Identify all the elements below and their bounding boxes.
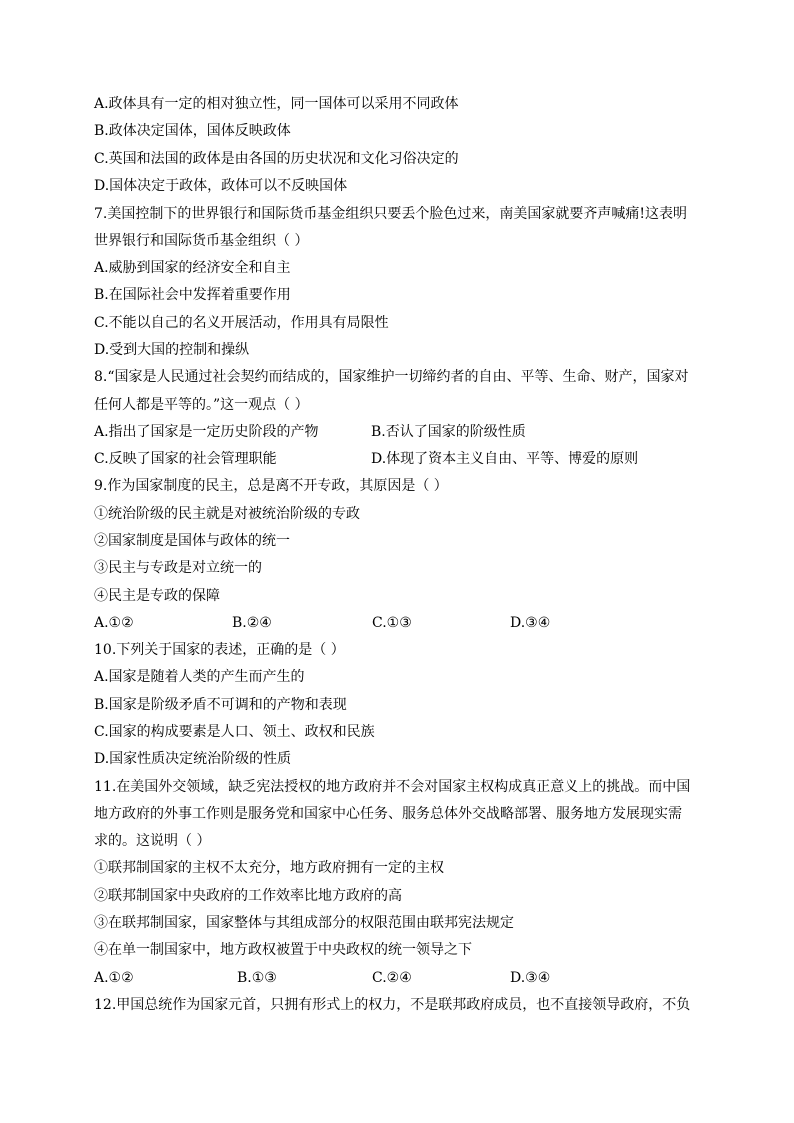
q11-statement-3: ③在联邦制国家，国家整体与其组成部分的权限范围由联邦宪法规定	[94, 915, 514, 931]
q8-option-d: D.体现了资本主义自由、平等、博爱的原则	[371, 451, 639, 467]
q9-options	[94, 614, 714, 632]
q8-options-row1	[94, 423, 714, 441]
q9-statement-2: ②国家制度是国体与政体的统一	[94, 533, 290, 549]
q7-option-b: B.在国际社会中发挥着重要作用	[94, 287, 291, 303]
q8-option-a: A.指出了国家是一定历史阶段的产物	[94, 424, 319, 440]
q6-option-c: C.英国和法国的政体是由各国的历史状况和文化习俗决定的	[94, 151, 459, 167]
q11-statement-2: ②联邦制国家中央政府的工作效率比地方政府的高	[94, 888, 402, 904]
q11-statement-1: ①联邦制国家的主权不太充分，地方政府拥有一定的主权	[94, 860, 444, 876]
q11-stem-line3: 求的。这说明（ ）	[94, 833, 211, 849]
q11-options	[94, 969, 714, 987]
q8-stem-line1: 8.“国家是人民通过社会契约而结成的，国家维护一切缔约者的自由、平等、生命、财产，国家对	[94, 369, 689, 385]
q6-option-d: D.国体决定于政体，政体可以不反映国体	[94, 178, 348, 194]
q8-option-b: B.否认了国家的阶级性质	[371, 424, 526, 440]
q11-option-d: D.③④	[510, 970, 551, 986]
q7-option-d: D.受到大国的控制和操纵	[94, 342, 250, 358]
q10-option-d: D.国家性质决定统治阶级的性质	[94, 751, 292, 767]
q9-option-c: C.①③	[372, 615, 412, 631]
q11-option-b: B.①③	[237, 970, 277, 986]
q6-option-a: A.政体具有一定的相对独立性，同一国体可以采用不同政体	[94, 96, 459, 112]
q10-stem: 10.下列关于国家的表述，正确的是（ ）	[94, 642, 345, 658]
q10-option-a: A.国家是随着人类的产生而产生的	[94, 669, 305, 685]
q10-option-b: B.国家是阶级矛盾不可调和的产物和表现	[94, 697, 347, 713]
q11-stem-line2: 地方政府的外事工作则是服务党和国家中心任务、服务总体外交战略部署、服务地方发展现实需	[94, 806, 682, 822]
q7-stem-line2: 世界银行和国际货币基金组织（ ）	[94, 233, 309, 249]
q11-option-a: A.①②	[94, 970, 134, 986]
q11-statement-4: ④在单一制国家中，地方政权被置于中央政权的统一领导之下	[94, 942, 472, 958]
q6-option-b: B.政体决定国体，国体反映政体	[94, 123, 291, 139]
q7-option-a: A.威胁到国家的经济安全和自主	[94, 260, 291, 276]
q9-option-b: B.②④	[232, 615, 272, 631]
q10-option-c: C.国家的构成要素是人口、领土、政权和民族	[94, 724, 375, 740]
q9-statement-1: ①统治阶级的民主就是对被统治阶级的专政	[94, 506, 360, 522]
q9-stem: 9.作为国家制度的民主，总是离不开专政，其原因是（ ）	[94, 478, 448, 494]
q7-stem-line1: 7.美国控制下的世界银行和国际货币基金组织只要丢个脸色过来，南美国家就要齐声喊痛!这表明	[94, 206, 687, 222]
q9-statement-3: ③民主与专政是对立统一的	[94, 560, 262, 576]
q12-stem-line1: 12.甲国总统作为国家元首，只拥有形式上的权力，不是联邦政府成员，也不直接领导政府，不负	[94, 997, 691, 1013]
q7-option-c: C.不能以自己的名义开展活动，作用具有局限性	[94, 315, 389, 331]
q11-option-c: C.②④	[372, 970, 412, 986]
q11-stem-line1: 11.在美国外交领域，缺乏宪法授权的地方政府并不会对国家主权构成真正意义上的挑战。而中国	[94, 779, 691, 795]
q8-stem-line2: 任何人都是平等的。”这一观点（ ）	[94, 397, 309, 413]
q9-option-a: A.①②	[94, 615, 134, 631]
q9-option-d: D.③④	[510, 615, 551, 631]
q9-statement-4: ④民主是专政的保障	[94, 588, 220, 604]
q8-options-row2	[94, 450, 714, 468]
q8-option-c: C.反映了国家的社会管理职能	[94, 451, 277, 467]
